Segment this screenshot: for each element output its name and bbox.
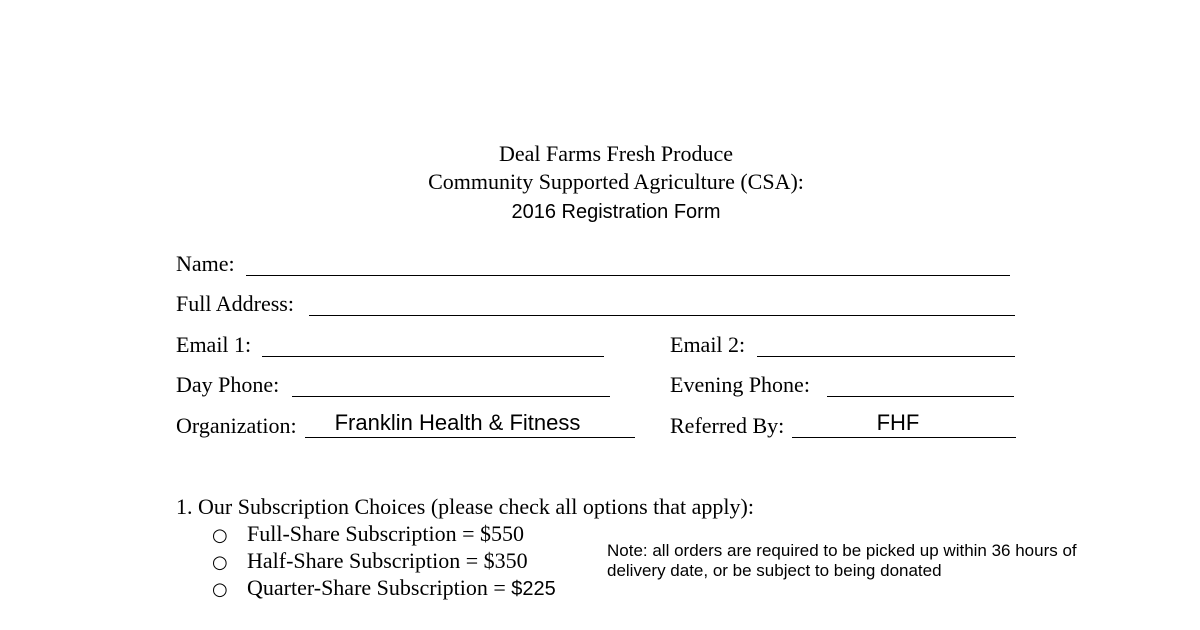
- option-full-checkbox[interactable]: ○: [212, 525, 228, 546]
- organization-value: Franklin Health & Fitness: [334, 410, 581, 435]
- option-quarter-label: [247, 575, 556, 601]
- name-label: Name:: [176, 251, 235, 276]
- evening-phone-field[interactable]: [827, 396, 1014, 397]
- option-half-checkbox[interactable]: ○: [212, 552, 228, 573]
- referred-by-value: FHF: [876, 410, 920, 435]
- option-quarter-text: Quarter-Share Subscription =: [247, 575, 512, 600]
- address-field[interactable]: [309, 315, 1015, 316]
- pickup-note: Note: all orders are required to be picked up within 36 hours of delivery date, or be subject to being donated: [607, 541, 1077, 580]
- subscription-section-title: 1. Our Subscription Choices (please check all options that apply):: [176, 494, 754, 519]
- option-quarter-checkbox[interactable]: ○: [212, 579, 228, 600]
- referred-by-field[interactable]: [792, 437, 1016, 438]
- program-title: Community Supported Agriculture (CSA):: [428, 169, 804, 194]
- farm-name-title: Deal Farms Fresh Produce: [498, 141, 733, 166]
- evening-phone-label: Evening Phone:: [670, 372, 810, 397]
- day-phone-field[interactable]: [292, 396, 610, 397]
- organization-field[interactable]: [305, 437, 635, 438]
- day-phone-label: Day Phone:: [176, 372, 280, 397]
- email2-label: Email 2:: [670, 332, 746, 357]
- organization-label: Organization:: [176, 413, 297, 438]
- referred-by-label: Referred By:: [670, 413, 785, 438]
- form-title: 2016 Registration Form: [511, 201, 721, 223]
- option-half-label: Half-Share Subscription = $350: [247, 548, 528, 573]
- option-full-label: Full-Share Subscription = $550: [247, 521, 525, 546]
- option-quarter-price: $225: [511, 578, 556, 600]
- email2-field[interactable]: [757, 356, 1015, 357]
- address-label: Full Address:: [176, 291, 294, 316]
- name-field[interactable]: [246, 275, 1010, 276]
- email1-label: Email 1:: [176, 332, 252, 357]
- email1-field[interactable]: [262, 356, 604, 357]
